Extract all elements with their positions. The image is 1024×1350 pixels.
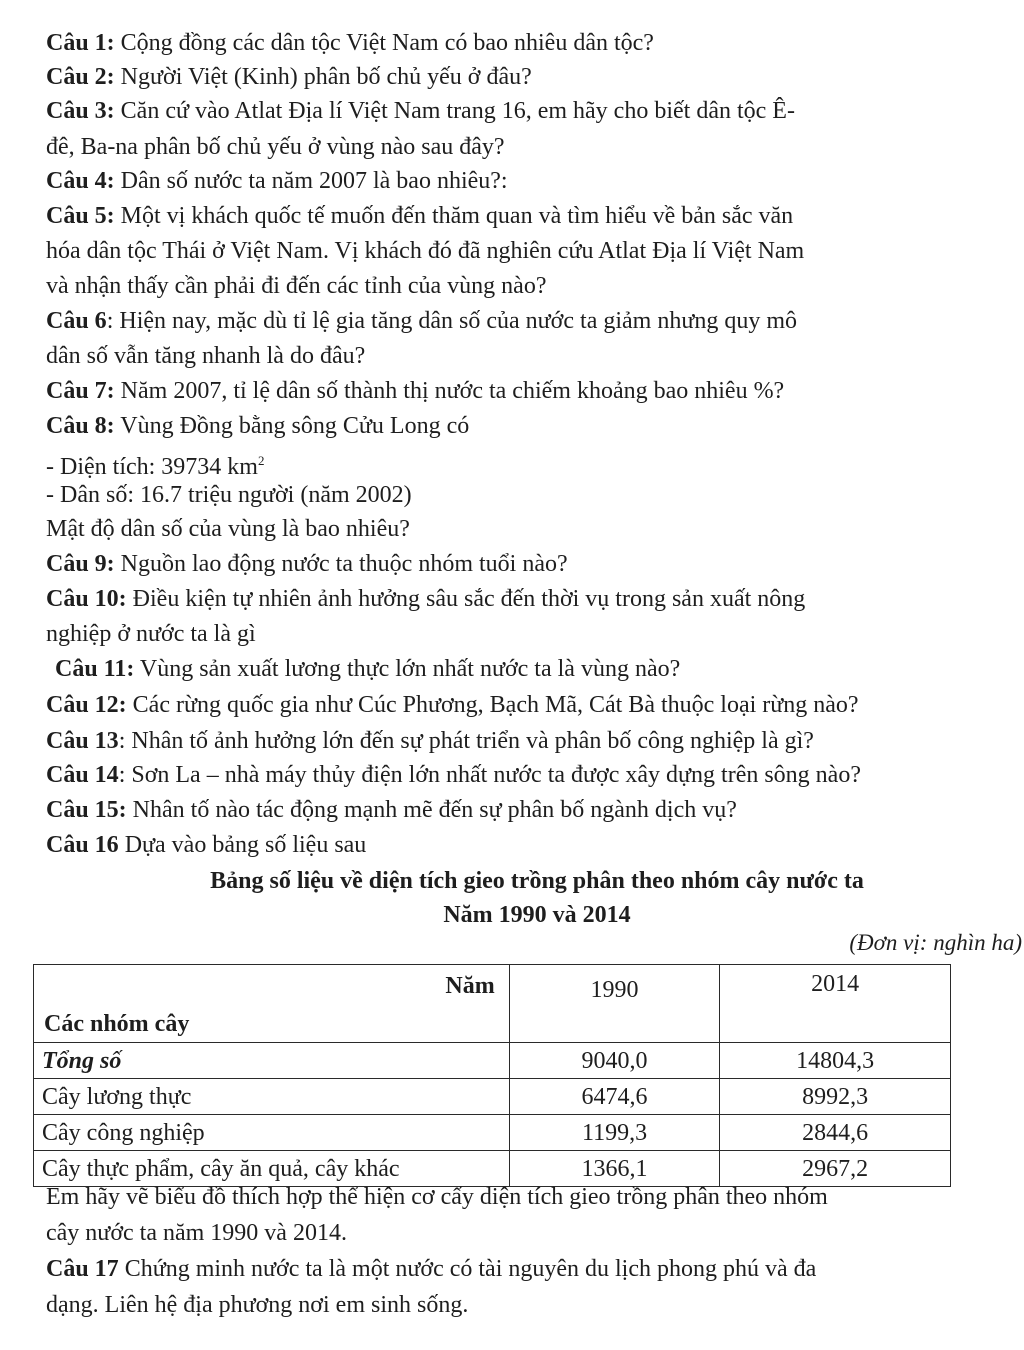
question-8-area-text: - Diện tích: 39734 km <box>46 454 258 480</box>
question-8-population: - Dân số: 16.7 triệu người (năm 2002) <box>46 482 412 508</box>
question-15 <box>46 793 737 827</box>
question-16-text: Dựa vào bảng số liệu sau <box>118 832 367 858</box>
question-12-label: Câu 12: <box>46 692 127 718</box>
question-6 <box>46 304 797 338</box>
question-8 <box>46 409 469 443</box>
question-3-line2: đê, Ba-na phân bố chủ yếu ở vùng nào sau đây? <box>46 134 505 160</box>
table-row <box>34 1115 951 1151</box>
question-16-label: Câu 16 <box>46 832 119 858</box>
table-cell-2014: 2844,6 <box>720 1115 951 1151</box>
question-11 <box>55 652 680 686</box>
question-17-line2: dạng. Liên hệ địa phương nơi em sinh sống. <box>46 1292 469 1318</box>
question-6-text: : Hiện nay, mặc dù tỉ lệ gia tăng dân số của nước ta giảm nhưng quy mô <box>106 308 798 334</box>
table-cell-1990: 9040,0 <box>509 1043 720 1079</box>
question-17-text: Chứng minh nước ta là một nước có tài nguyên du lịch phong phú và đa <box>118 1256 817 1282</box>
question-16-instruction: Em hãy vẽ biểu đồ thích hợp thể hiện cơ cấy diện tích gieo trồng phân theo nhóm <box>46 1184 828 1210</box>
question-17-label: Câu 17 <box>46 1256 119 1282</box>
question-9 <box>46 547 568 581</box>
question-2 <box>46 60 532 94</box>
question-5-text: Một vị khách quốc tế muốn đến thăm quan và tìm hiểu về bản sắc văn <box>114 203 794 229</box>
question-15-label: Câu 15: <box>46 797 127 823</box>
question-4-label: Câu 4: <box>46 168 115 194</box>
table-cell-group: Cây thực phẩm, cây ăn quả, cây khác <box>34 1151 510 1187</box>
table-cell-group: Cây công nghiệp <box>34 1115 510 1151</box>
table-title: Bảng số liệu về diện tích gieo trồng phân theo nhóm cây nước ta <box>210 868 864 894</box>
table-cell-group: Tổng số <box>34 1043 510 1079</box>
question-14-label: Câu 14 <box>46 762 119 788</box>
table-cell-2014: 8992,3 <box>720 1079 951 1115</box>
question-16 <box>46 828 366 862</box>
question-10-label: Câu 10: <box>46 586 127 612</box>
table-cell-1990: 1366,1 <box>509 1151 720 1187</box>
question-5-line2: hóa dân tộc Thái ở Việt Nam. Vị khách đó đã nghiên cứu Atlat Địa lí Việt Nam <box>46 238 805 264</box>
question-13-text: : Nhân tố ảnh hưởng lớn đến sự phát triển và phân bố công nghiệp là gì? <box>118 728 814 754</box>
table-header-year-label: Năm <box>445 973 495 999</box>
table-row <box>34 1043 951 1079</box>
table-cell-group: Cây lương thực <box>34 1079 510 1115</box>
question-13 <box>46 724 814 758</box>
table-header-year-2014 <box>720 965 951 1043</box>
question-12-text: Các rừng quốc gia như Cúc Phương, Bạch Mã, Cát Bà thuộc loại rừng nào? <box>126 692 859 718</box>
question-8-label: Câu 8: <box>46 413 115 439</box>
question-16-instruction-line2: cây nước ta năm 1990 và 2014. <box>46 1220 347 1246</box>
question-15-text: Nhân tố nào tác động mạnh mẽ đến sự phân bố ngành dịch vụ? <box>126 797 737 823</box>
question-14 <box>46 758 861 792</box>
question-9-text: Nguồn lao động nước ta thuộc nhóm tuổi nào? <box>114 551 568 577</box>
table-header-year-1990 <box>509 965 720 1043</box>
question-4-text: Dân số nước ta năm 2007 là bao nhiêu?: <box>114 168 508 194</box>
table-cell-1990: 6474,6 <box>509 1079 720 1115</box>
question-10 <box>46 582 805 616</box>
question-11-label: Câu 11: <box>55 656 135 682</box>
question-1-text: Cộng đồng các dân tộc Việt Nam có bao nhiêu dân tộc? <box>114 30 654 56</box>
question-2-label: Câu 2: <box>46 64 115 90</box>
question-11-text: Vùng sản xuất lương thực lớn nhất nước ta là vùng nào? <box>134 656 681 682</box>
table-header-row <box>34 965 951 1043</box>
table-subtitle: Năm 1990 và 2014 <box>443 902 631 928</box>
question-6-label: Câu 6 <box>46 308 107 334</box>
question-4 <box>46 164 508 198</box>
question-3-label: Câu 3: <box>46 98 115 124</box>
question-10-line2: nghiệp ở nước ta là gì <box>46 621 256 647</box>
table-header-diagonal-cell <box>34 965 510 1043</box>
data-table <box>33 964 951 1187</box>
question-7-text: Năm 2007, tỉ lệ dân số thành thị nước ta chiếm khoảng bao nhiêu %? <box>114 378 785 404</box>
table-cell-2014: 14804,3 <box>720 1043 951 1079</box>
question-2-text: Người Việt (Kinh) phân bố chủ yếu ở đâu? <box>114 64 532 90</box>
question-3 <box>46 94 795 128</box>
table-header-group-label: Các nhóm cây <box>44 1011 190 1037</box>
question-8-text: Vùng Đồng bằng sông Cửu Long có <box>114 413 470 439</box>
question-13-label: Câu 13 <box>46 728 119 754</box>
question-7 <box>46 374 784 408</box>
question-10-text: Điều kiện tự nhiên ảnh hưởng sâu sắc đến thời vụ trong sản xuất nông <box>126 586 806 612</box>
question-1-label: Câu 1: <box>46 30 115 56</box>
question-1 <box>46 26 654 60</box>
table-unit: (Đơn vị: nghìn ha) <box>849 930 1022 955</box>
question-14-text: : Sơn La – nhà máy thủy điện lớn nhất nước ta được xây dựng trên sông nào? <box>118 762 861 788</box>
question-5-line3: và nhận thấy cần phải đi đến các tỉnh của vùng nào? <box>46 273 547 299</box>
question-6-line2: dân số vẫn tăng nhanh là do đâu? <box>46 343 366 369</box>
table-cell-2014: 2967,2 <box>720 1151 951 1187</box>
question-5 <box>46 199 793 233</box>
question-12 <box>46 688 859 722</box>
question-9-label: Câu 9: <box>46 551 115 577</box>
question-7-label: Câu 7: <box>46 378 115 404</box>
question-5-label: Câu 5: <box>46 203 115 229</box>
year-1990-text: 1990 <box>590 977 639 1003</box>
question-17 <box>46 1252 816 1286</box>
table-cell-1990: 1199,3 <box>509 1115 720 1151</box>
year-2014-text: 2014 <box>811 971 860 997</box>
table-row <box>34 1079 951 1115</box>
question-8-area-sup: 2 <box>257 453 265 468</box>
question-3-text: Căn cứ vào Atlat Địa lí Việt Nam trang 16, em hãy cho biết dân tộc Ê- <box>114 98 795 124</box>
question-8-ask: Mật độ dân số của vùng là bao nhiêu? <box>46 516 410 542</box>
